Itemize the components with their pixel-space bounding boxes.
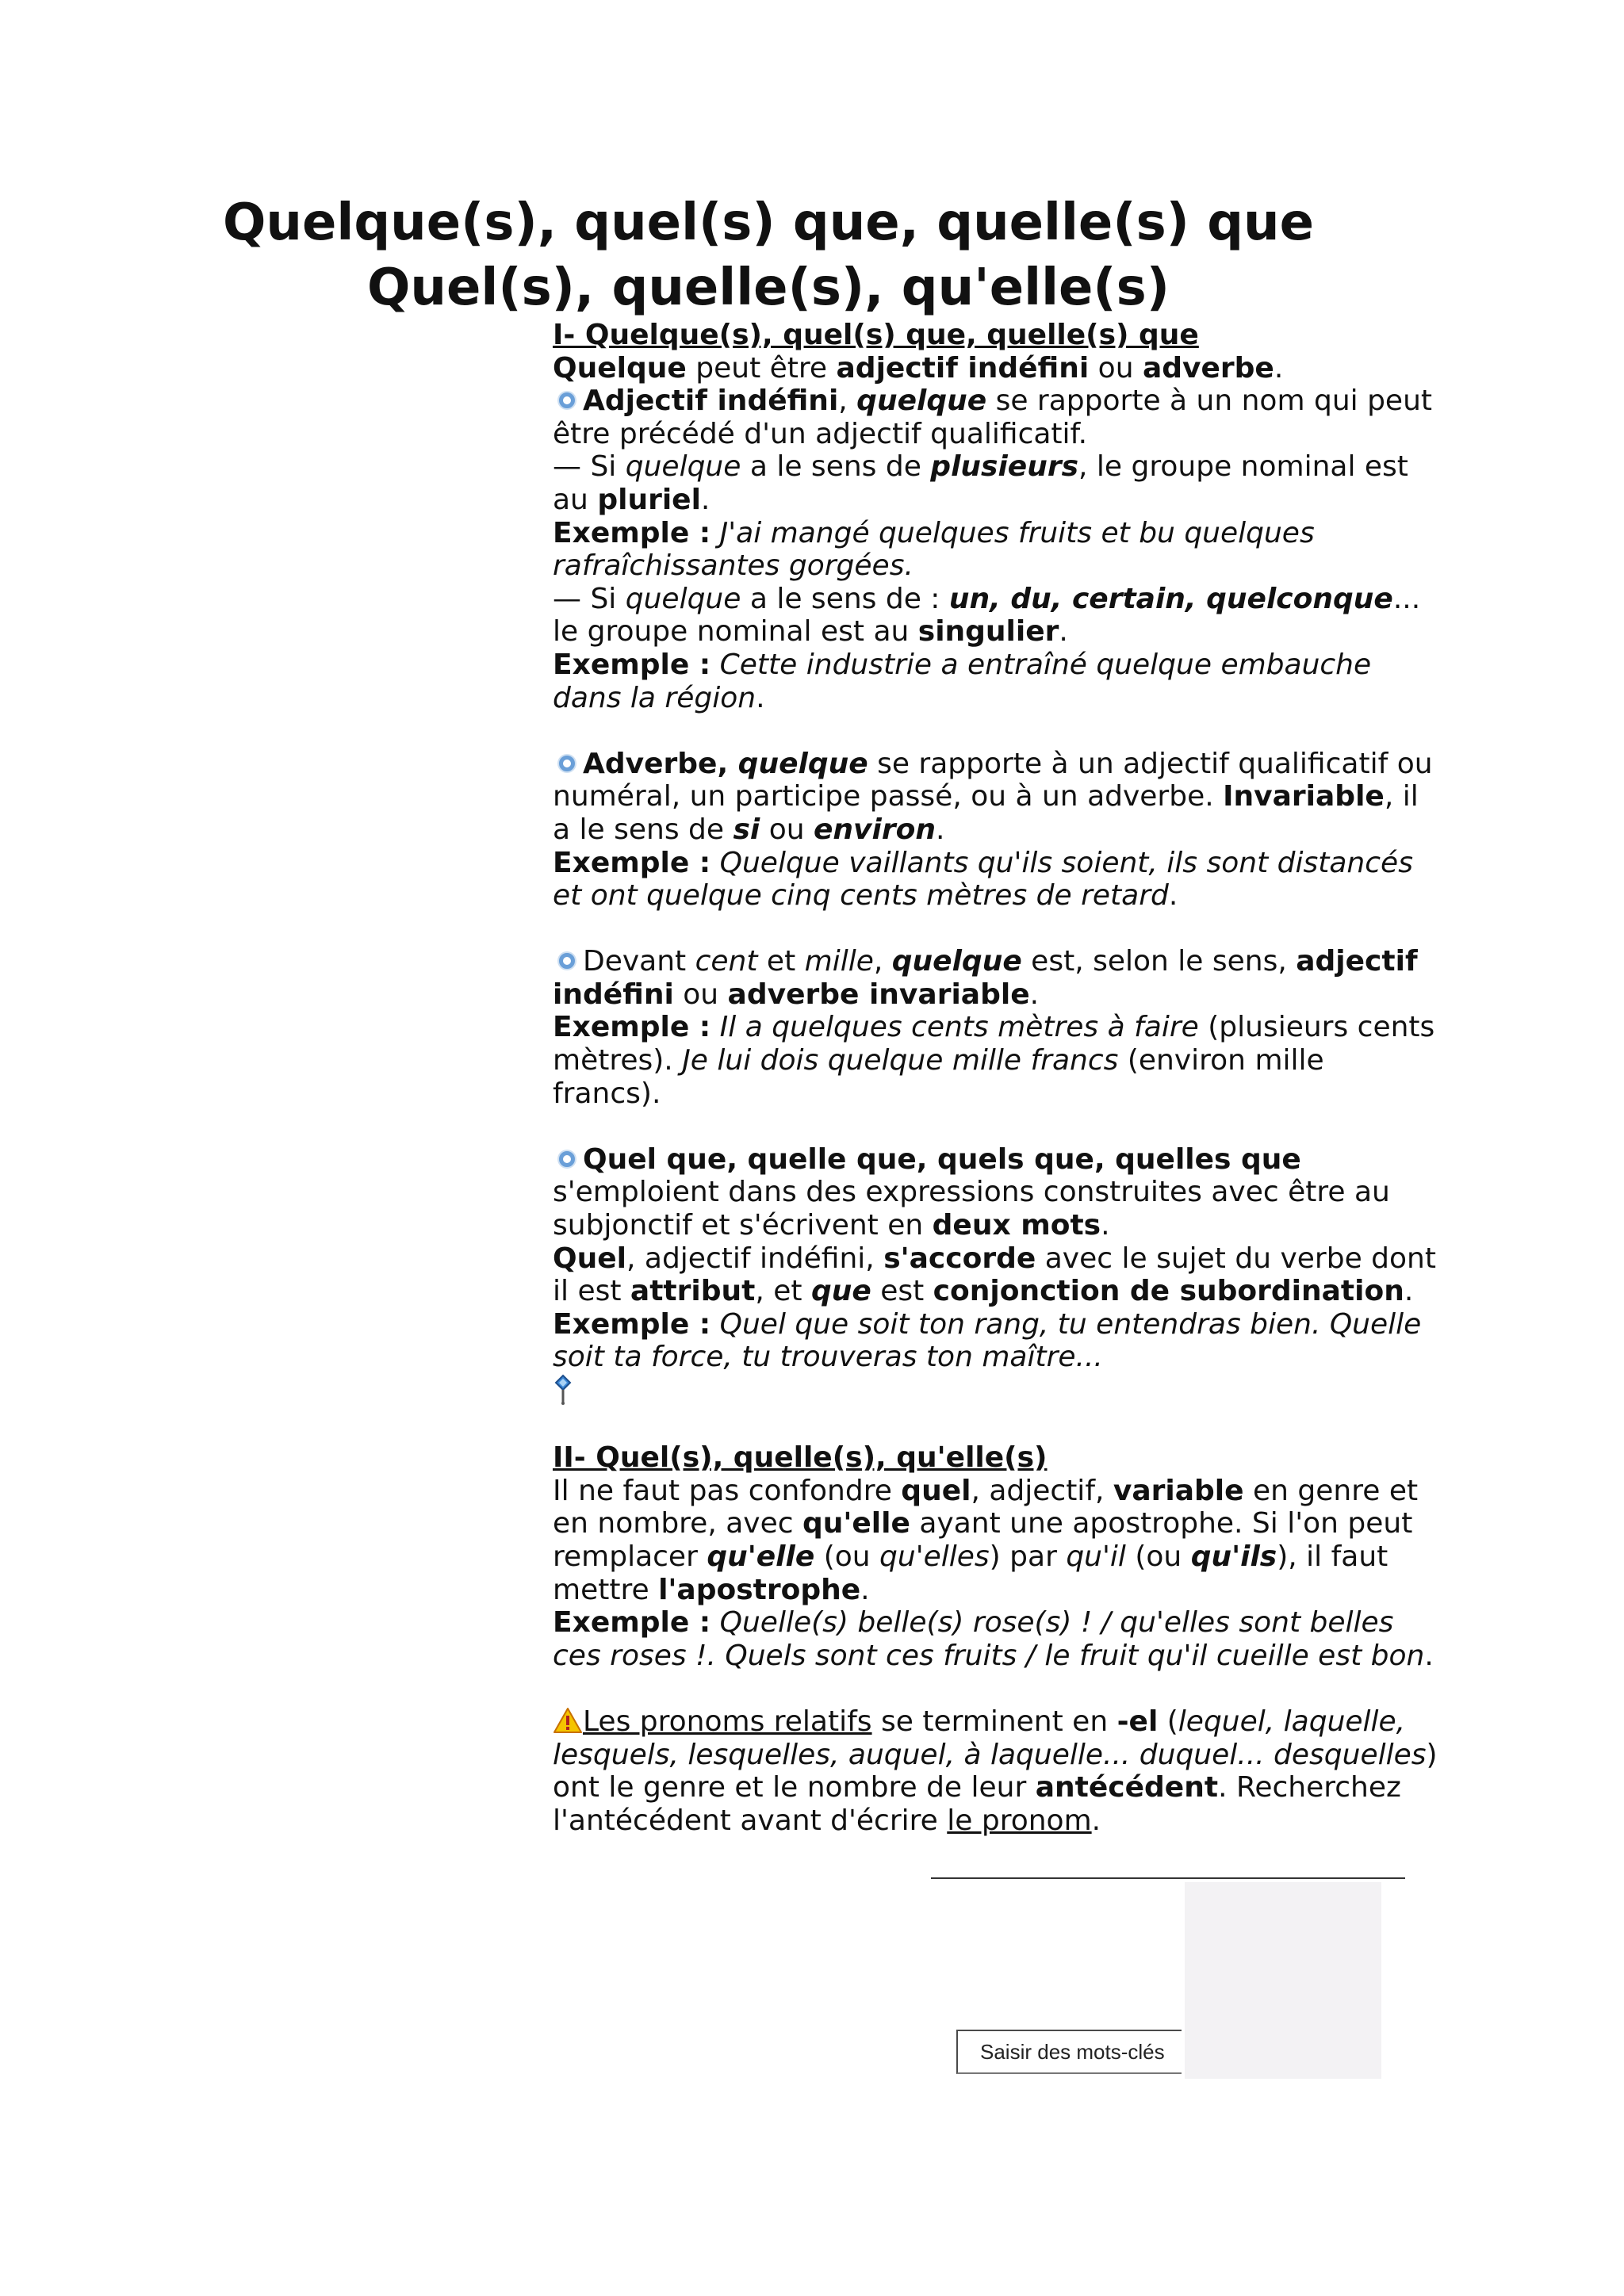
page-title: Quelque(s), quel(s) que, quelle(s) que: [223, 193, 1314, 252]
warning-icon: [553, 1707, 583, 1734]
bullet-icon: [559, 756, 575, 771]
accord-paragraph: Quel, adjectif indéfini, s'accorde avec le sujet du verbe dont il est attribut, et que est conjonction de subordination.: [553, 1242, 1436, 1308]
singular-paragraph: — Si quelque a le sens de : un, du, certain, quelconque... le groupe nominal est au singulier.: [553, 582, 1421, 649]
bullet-icon: [559, 392, 575, 408]
pronoms-relatifs-link[interactable]: Les pronoms relatifs: [583, 1705, 872, 1738]
pushpin-icon: [553, 1374, 573, 1406]
plural-paragraph: — Si quelque a le sens de plusieurs, le groupe nominal est au pluriel.: [553, 450, 1408, 516]
adverbe-paragraph: Adverbe, quelque se rapporte à un adjectif qualificatif ou numéral, un participe passé, ou à un adverbe. Invariable, il a le sens de si ou environ.: [553, 747, 1433, 846]
section-heading-1: I- Quelque(s), quel(s) que, quelle(s) que: [553, 319, 1199, 351]
le-pronom-link[interactable]: le pronom: [947, 1804, 1092, 1837]
section-heading-2: II- Quel(s), quelle(s), qu'elle(s): [553, 1441, 1048, 1475]
pin-row: [553, 1374, 1441, 1409]
example-5: Exemple : Quel que soit ton rang, tu entendras bien. Quelle soit ta force, tu trouveras ton maître...: [553, 1307, 1422, 1374]
example-1: Exemple : J'ai mangé quelques fruits et bu quelques rafraîchissantes gorgées.: [553, 516, 1315, 583]
bullet-icon: [559, 953, 575, 969]
divider: [931, 1877, 1405, 1879]
quel-que-paragraph: s'emploient dans des expressions construites avec être au subjonctif et s'écrivent en deux mots.: [553, 1176, 1390, 1242]
relative-pronouns-note: Les pronoms relatifs se terminent en -el (lequel, laquelle, lesquels, lesquelles, auquel, à laquelle... duquel... desquelles) ont le genre et le nombre de leur antécédent. Recherchez l'antécédent avant d'écrire le pronom.: [553, 1705, 1438, 1837]
intro-paragraph: Quelque peut être adjectif indéfini ou adverbe.: [553, 351, 1284, 385]
side-panel: [1185, 1882, 1381, 2079]
cent-mille-paragraph: Devant cent et mille, quelque est, selon le sens, adjectif indéfini ou adverbe invariable.: [553, 945, 1418, 1011]
example-4: Exemple : Il a quelques cents mètres à faire (plusieurs cents mètres). Je lui dois quelque mille francs (environ mille francs).: [553, 1011, 1435, 1110]
adjectif-paragraph: Adjectif indéfini, quelque se rapporte à un nom qui peut être précédé d'un adjectif qualificatif.: [553, 385, 1433, 450]
example-3: Exemple : Quelque vaillants qu'ils soient, ils sont distancés et ont quelque cinq cents mètres de retard.: [553, 846, 1413, 913]
example-6: Exemple : Quelle(s) belle(s) rose(s) ! / qu'elles sont belles ces roses !. Quels sont ces fruits / le fruit qu'il cueille est bon.: [553, 1606, 1434, 1672]
search-input[interactable]: [956, 2030, 1182, 2074]
example-2: Exemple : Cette industrie a entraîné quelque embauche dans la région.: [553, 648, 1372, 714]
quel-que-heading: Quel que, quelle que, quels que, quelles que: [553, 1143, 1441, 1177]
page-subtitle: Quel(s), quelle(s), qu'elle(s): [367, 258, 1170, 317]
article-body: [553, 319, 1441, 1837]
confusion-paragraph: Il ne faut pas confondre quel, adjectif, variable en genre et en nombre, avec qu'elle ayant une apostrophe. Si l'on peut remplacer qu'elle (ou qu'elles) par qu'il (ou qu'ils), il faut mettre l'apostrophe.: [553, 1474, 1419, 1606]
bullet-icon: [559, 1151, 575, 1167]
